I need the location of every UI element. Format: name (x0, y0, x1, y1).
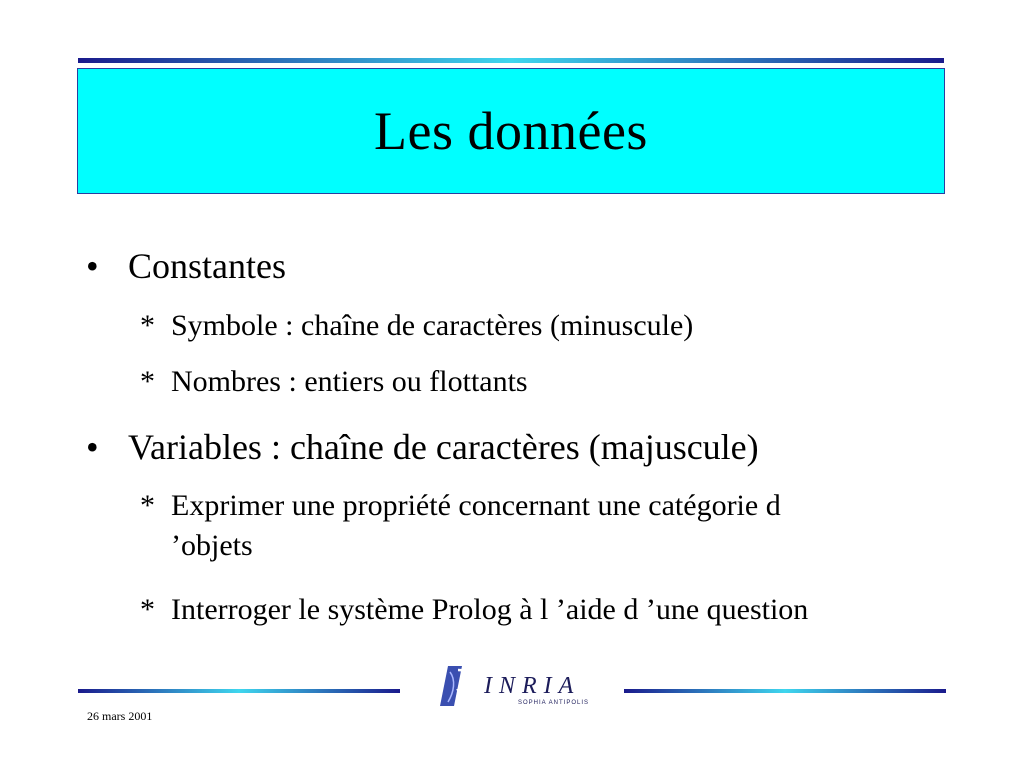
bullet-text: Variables : chaîne de caractères (majuscule) (128, 427, 759, 467)
sub-bullet-mark: * (140, 365, 155, 398)
sub-bullet-text: Exprimer une propriété concernant une catégorie d ’objets (171, 489, 781, 562)
sub-bullet-mark: * (140, 489, 155, 522)
sub-bullet-mark: * (140, 593, 155, 626)
logo-name: INRIA (484, 673, 581, 699)
bullet-mark: • (86, 427, 99, 467)
sub-bullet-text: Symbole : chaîne de caractères (minuscule) (171, 309, 694, 342)
bottom-left-divider (78, 689, 400, 693)
bullet-mark: • (86, 246, 99, 286)
bullet-text: Constantes (128, 246, 286, 286)
bottom-right-divider (624, 689, 946, 693)
sub-bullet-text: Interroger le système Prolog à l ’aide d ’une question (171, 593, 809, 626)
logo-subtitle: SOPHIA ANTIPOLIS (518, 700, 590, 706)
sub-bullet-text: Nombres : entiers ou flottants (171, 365, 528, 398)
slide-title: Les données (374, 101, 648, 161)
inria-logo (440, 660, 602, 712)
footer-date: 26 mars 2001 (87, 709, 153, 723)
inria-logo-icon (440, 662, 484, 710)
sub-bullet-mark: * (140, 309, 155, 342)
